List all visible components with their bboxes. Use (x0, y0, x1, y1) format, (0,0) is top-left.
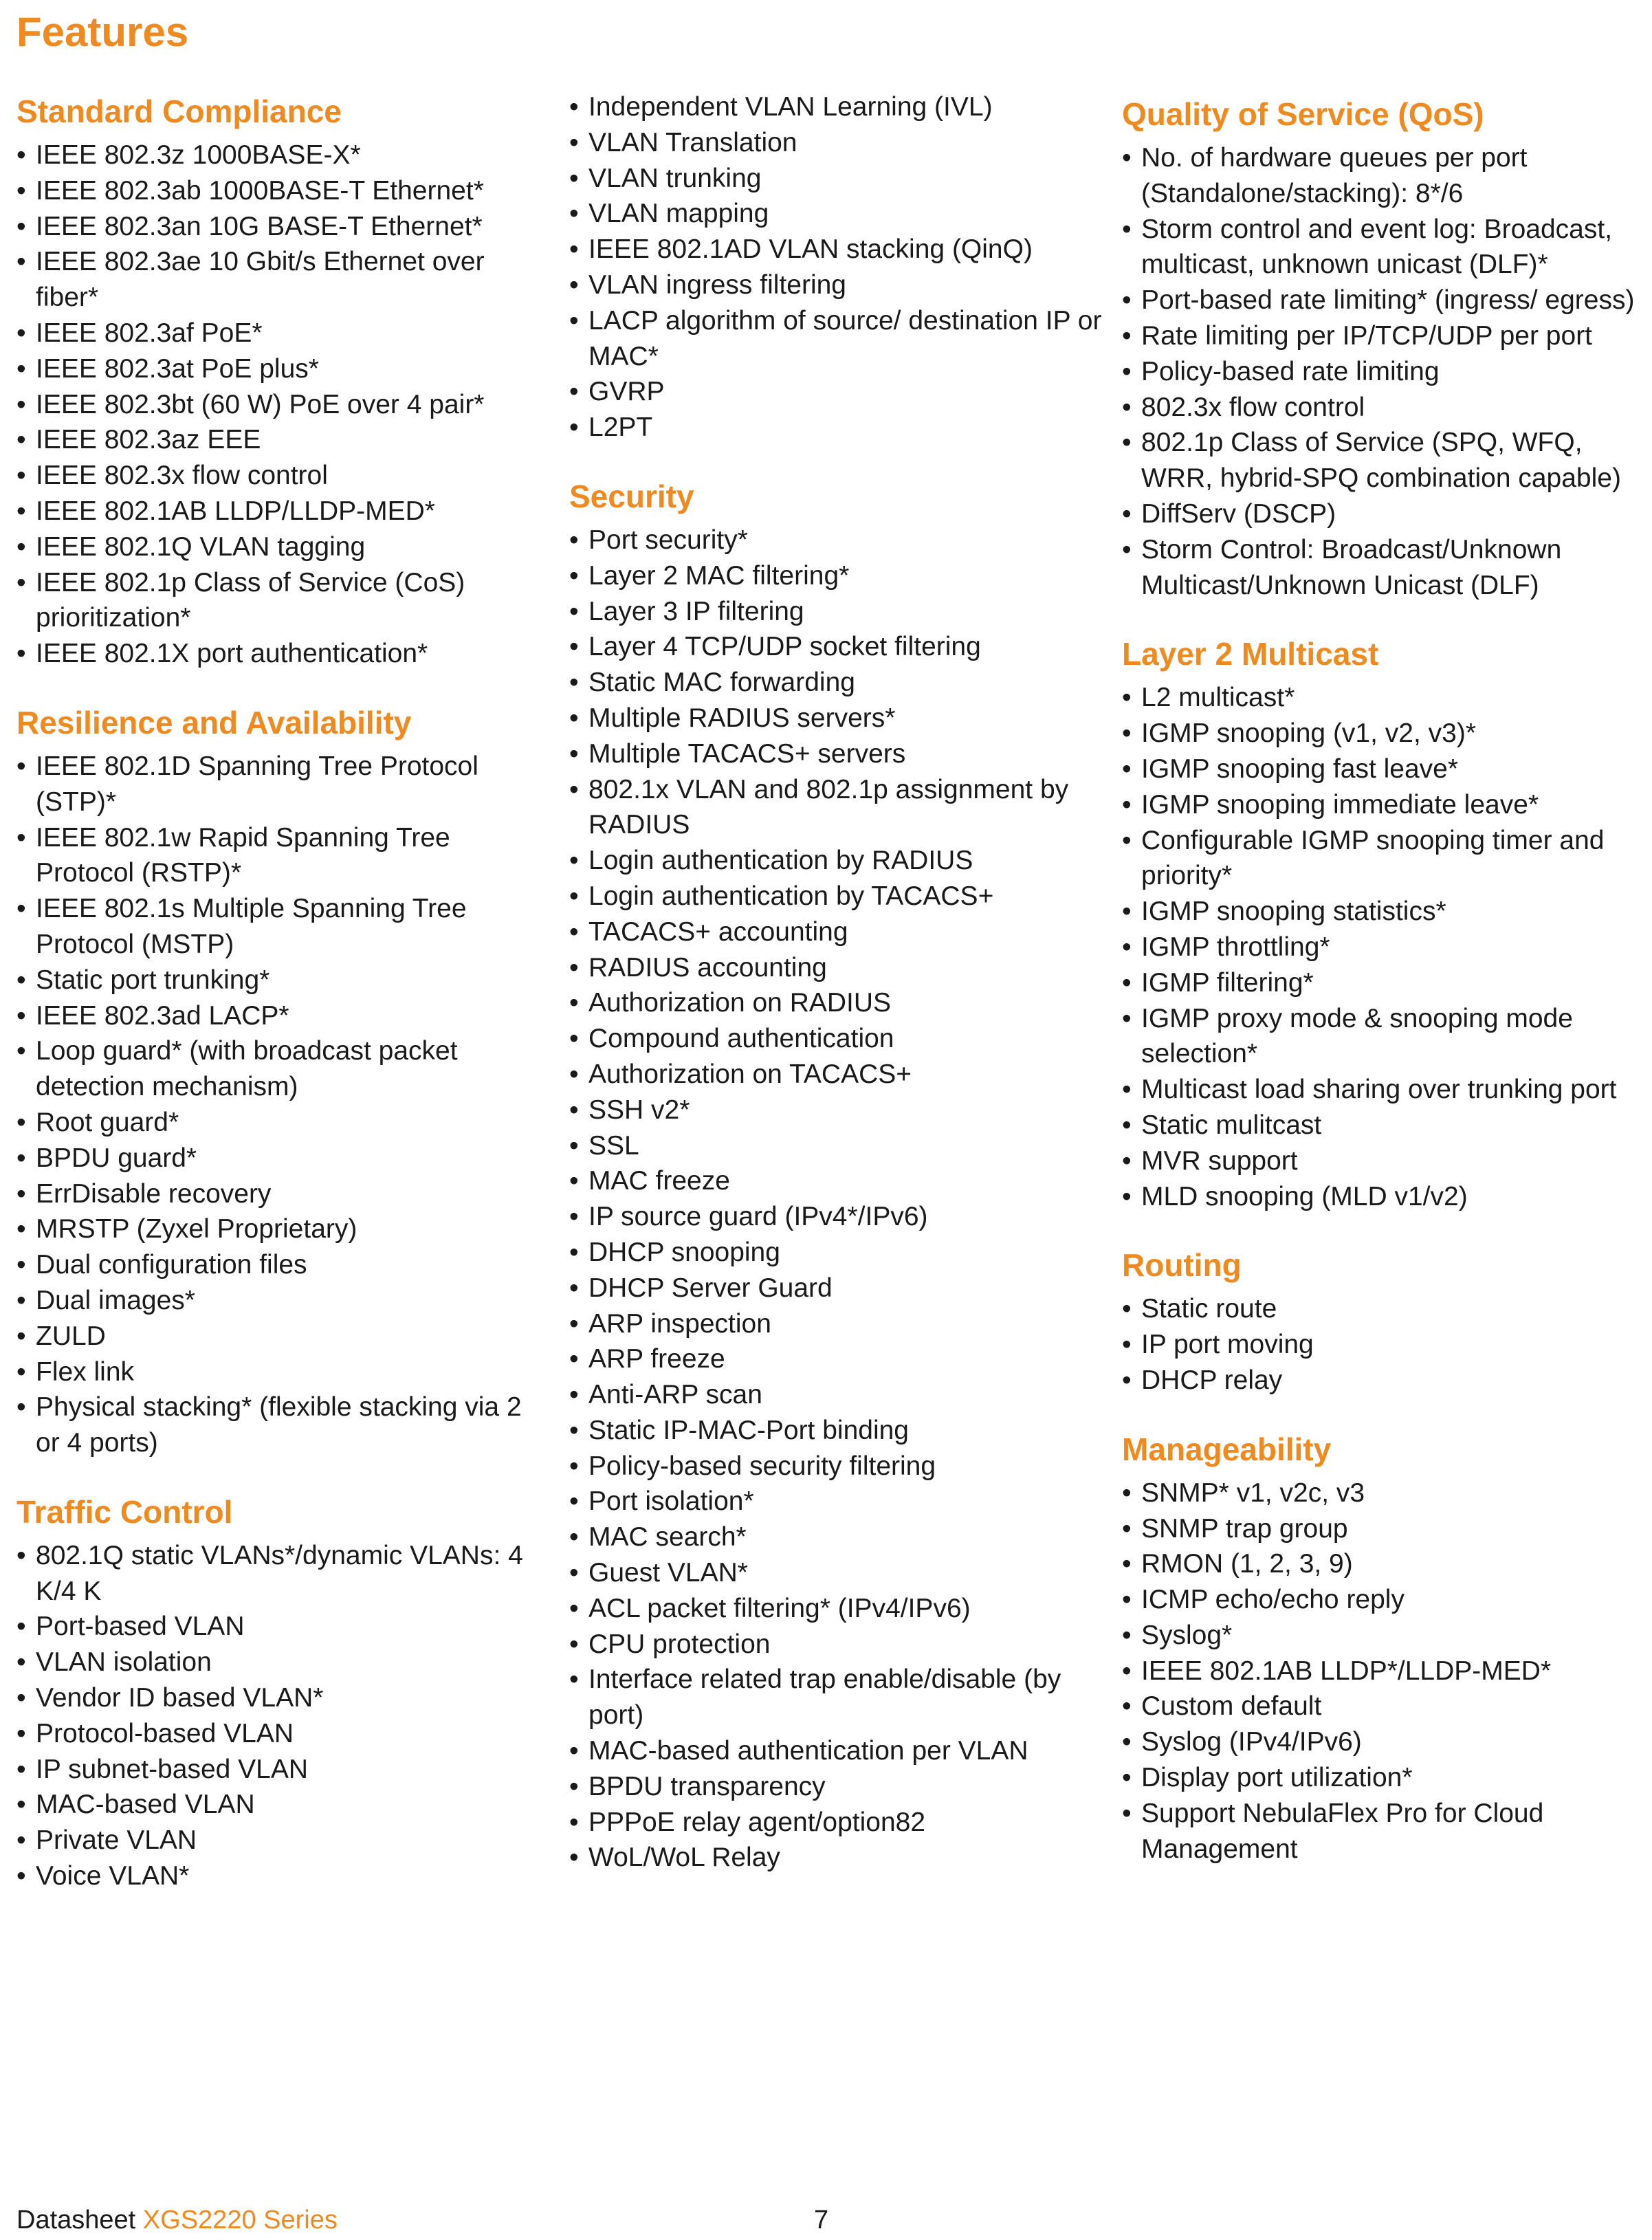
section-heading: Traffic Control (16, 1493, 233, 1530)
feature-item: • VLAN ingress filtering (569, 267, 1105, 303)
feature-item: • RADIUS accounting (569, 950, 1105, 986)
feature-list (1122, 1291, 1644, 1398)
feature-item: • ARP inspection (569, 1306, 1105, 1342)
feature-item: • MVR support (1122, 1143, 1644, 1179)
feature-item: • IEEE 802.3az EEE (16, 422, 539, 458)
feature-list (569, 89, 1105, 446)
feature-item: • IP source guard (IPv4*/IPv6) (569, 1199, 1105, 1235)
feature-item: • Multicast load sharing over trunking port (1122, 1072, 1644, 1108)
feature-list (16, 138, 539, 672)
feature-item: • Syslog* (1122, 1618, 1644, 1654)
feature-item: • Loop guard* (with broadcast packet detection mechanism) (16, 1033, 539, 1105)
feature-item: • SSH v2* (569, 1092, 1105, 1128)
feature-item: • 802.1Q static VLANs*/dynamic VLANs: 4 K/4 K (16, 1538, 539, 1610)
section-heading: Manageability (1122, 1431, 1332, 1467)
feature-item: • IEEE 802.3z 1000BASE-X* (16, 138, 539, 173)
feature-item: • VLAN mapping (569, 196, 1105, 232)
feature-item: • WoL/WoL Relay (569, 1840, 1105, 1876)
page-number: 7 (814, 2206, 829, 2234)
feature-item: • ARP freeze (569, 1341, 1105, 1377)
feature-item: • Guest VLAN* (569, 1555, 1105, 1591)
feature-item: • IP subnet-based VLAN (16, 1752, 539, 1788)
feature-item: • ErrDisable recovery (16, 1176, 539, 1212)
feature-section (1122, 1244, 1644, 1398)
feature-item: • Multiple RADIUS servers* (569, 701, 1105, 736)
section-heading: Resilience and Availability (16, 704, 412, 740)
feature-item: • Physical stacking* (flexible stacking via 2 or 4 ports) (16, 1390, 539, 1461)
feature-item: • LACP algorithm of source/ destination IP or MAC* (569, 303, 1105, 375)
feature-item: • GVRP (569, 374, 1105, 410)
section-heading: Security (569, 478, 694, 514)
feature-item: • Port isolation* (569, 1484, 1105, 1519)
feature-item: • IEEE 802.3an 10G BASE-T Ethernet* (16, 209, 539, 245)
feature-item: • BPDU guard* (16, 1141, 539, 1176)
feature-item: • Private VLAN (16, 1823, 539, 1858)
feature-item: • IEEE 802.1p Class of Service (CoS) prioritization* (16, 565, 539, 637)
feature-item: • Storm control and event log: Broadcast, multicast, unknown unicast (DLF)* (1122, 212, 1644, 283)
feature-item: • MLD snooping (MLD v1/v2) (1122, 1179, 1644, 1215)
feature-item: • DHCP relay (1122, 1363, 1644, 1398)
feature-item: • Port-based VLAN (16, 1609, 539, 1645)
feature-item: • IEEE 802.3af PoE* (16, 316, 539, 351)
feature-section (16, 1491, 539, 1894)
feature-item: • 802.3x flow control (1122, 390, 1644, 426)
footer-doc-label: Datasheet (16, 2206, 136, 2234)
feature-item: • MAC search* (569, 1519, 1105, 1555)
feature-item: • Static mulitcast (1122, 1108, 1644, 1143)
feature-item: • Anti-ARP scan (569, 1377, 1105, 1413)
feature-section (569, 89, 1105, 446)
feature-list (569, 523, 1105, 1876)
feature-item: • IEEE 802.3x flow control (16, 458, 539, 494)
page-title: Features (16, 9, 189, 55)
feature-item: • VLAN Translation (569, 125, 1105, 161)
feature-item: • TACACS+ accounting (569, 914, 1105, 950)
feature-item: • MAC-based VLAN (16, 1787, 539, 1823)
feature-item: • Syslog (IPv4/IPv6) (1122, 1724, 1644, 1760)
feature-item: • Independent VLAN Learning (IVL) (569, 89, 1105, 125)
feature-item: • IEEE 802.3ad LACP* (16, 998, 539, 1034)
feature-item: • IEEE 802.3bt (60 W) PoE over 4 pair* (16, 387, 539, 423)
feature-item: • Layer 2 MAC filtering* (569, 558, 1105, 594)
feature-item: • RMON (1, 2, 3, 9) (1122, 1546, 1644, 1582)
feature-list (16, 1538, 539, 1894)
feature-item: • Rate limiting per IP/TCP/UDP per port (1122, 318, 1644, 354)
feature-item: • IGMP proxy mode & snooping mode selection* (1122, 1001, 1644, 1073)
feature-item: • Port security* (569, 523, 1105, 558)
feature-item: • Port-based rate limiting* (ingress/ egress) (1122, 283, 1644, 318)
feature-item: • Static route (1122, 1291, 1644, 1327)
column-3 (1122, 94, 1644, 1897)
feature-list (1122, 140, 1644, 603)
feature-item: • Authorization on RADIUS (569, 985, 1105, 1021)
feature-item: • Policy-based security filtering (569, 1449, 1105, 1484)
footer-series: XGS2220 Series (142, 2206, 338, 2234)
feature-item: • Voice VLAN* (16, 1858, 539, 1894)
footer (16, 2204, 338, 2236)
section-heading: Layer 2 Multicast (1122, 636, 1379, 672)
feature-item: • MAC freeze (569, 1163, 1105, 1199)
feature-item: • ZULD (16, 1319, 539, 1354)
feature-item: • 802.1p Class of Service (SPQ, WFQ, WRR, hybrid-SPQ combination capable) (1122, 425, 1644, 496)
feature-section (16, 702, 539, 1461)
feature-item: • MAC-based authentication per VLAN (569, 1733, 1105, 1769)
feature-item: • SNMP* v1, v2c, v3 (1122, 1475, 1644, 1511)
feature-item: • Layer 3 IP filtering (569, 594, 1105, 630)
feature-item: • IEEE 802.1AD VLAN stacking (QinQ) (569, 232, 1105, 267)
feature-item: • DHCP snooping (569, 1235, 1105, 1271)
feature-item: • IEEE 802.1AB LLDP/LLDP-MED* (16, 494, 539, 529)
column-1 (16, 91, 539, 1924)
feature-item: • Static port trunking* (16, 963, 539, 998)
feature-item: • ICMP echo/echo reply (1122, 1582, 1644, 1618)
feature-item: • VLAN isolation (16, 1645, 539, 1680)
feature-item: • SNMP trap group (1122, 1511, 1644, 1547)
feature-item: • VLAN trunking (569, 161, 1105, 197)
feature-item: • IEEE 802.1Q VLAN tagging (16, 529, 539, 565)
feature-item: • Root guard* (16, 1105, 539, 1141)
feature-item: • IGMP snooping fast leave* (1122, 751, 1644, 787)
feature-item: • Flex link (16, 1354, 539, 1390)
feature-item: • Authorization on TACACS+ (569, 1057, 1105, 1092)
feature-item: • IEEE 802.1D Spanning Tree Protocol (STP)* (16, 749, 539, 820)
feature-item: • Static MAC forwarding (569, 665, 1105, 701)
feature-section (569, 476, 1105, 1876)
section-heading: Standard Compliance (16, 94, 342, 129)
feature-item: • Login authentication by RADIUS (569, 843, 1105, 879)
feature-item: • Dual images* (16, 1283, 539, 1319)
feature-item: • IEEE 802.1w Rapid Spanning Tree Protocol (RSTP)* (16, 820, 539, 892)
feature-item: • IEEE 802.1X port authentication* (16, 636, 539, 672)
feature-item: • Configurable IGMP snooping timer and priority* (1122, 823, 1644, 894)
feature-item: • Interface related trap enable/disable (by port) (569, 1662, 1105, 1733)
feature-item: • Layer 4 TCP/UDP socket filtering (569, 629, 1105, 665)
feature-list (1122, 1475, 1644, 1867)
feature-item: • 802.1x VLAN and 802.1p assignment by RADIUS (569, 772, 1105, 844)
feature-item: • CPU protection (569, 1627, 1105, 1662)
feature-item: • BPDU transparency (569, 1769, 1105, 1805)
feature-section (16, 91, 539, 672)
column-2 (569, 89, 1105, 1906)
feature-item: • IGMP filtering* (1122, 965, 1644, 1001)
feature-item: • Static IP-MAC-Port binding (569, 1413, 1105, 1449)
feature-item: • IEEE 802.3ae 10 Gbit/s Ethernet over fiber* (16, 244, 539, 316)
feature-section (1122, 94, 1644, 603)
feature-item: • Support NebulaFlex Pro for Cloud Management (1122, 1796, 1644, 1867)
feature-item: • Policy-based rate limiting (1122, 354, 1644, 390)
feature-item: • Protocol-based VLAN (16, 1716, 539, 1752)
feature-item: • MRSTP (Zyxel Proprietary) (16, 1211, 539, 1247)
section-heading: Quality of Service (QoS) (1122, 96, 1484, 132)
feature-item: • ACL packet filtering* (IPv4/IPv6) (569, 1591, 1105, 1627)
feature-item: • Storm Control: Broadcast/Unknown Multicast/Unknown Unicast (DLF) (1122, 532, 1644, 604)
feature-item: • IGMP snooping immediate leave* (1122, 787, 1644, 823)
feature-item: • IGMP snooping statistics* (1122, 894, 1644, 930)
feature-item: • Login authentication by TACACS+ (569, 879, 1105, 914)
feature-item: • L2PT (569, 410, 1105, 446)
feature-item: • DHCP Server Guard (569, 1271, 1105, 1306)
feature-item: • DiffServ (DSCP) (1122, 496, 1644, 532)
feature-list (1122, 680, 1644, 1214)
feature-item: • Vendor ID based VLAN* (16, 1680, 539, 1716)
feature-item: • Compound authentication (569, 1021, 1105, 1057)
feature-item: • IGMP snooping (v1, v2, v3)* (1122, 716, 1644, 751)
feature-item: • IEEE 802.1AB LLDP*/LLDP-MED* (1122, 1654, 1644, 1689)
feature-item: • IP port moving (1122, 1327, 1644, 1363)
feature-section (1122, 1429, 1644, 1867)
feature-item: • No. of hardware queues per port (Standalone/stacking): 8*/6 (1122, 140, 1644, 212)
feature-item: • L2 multicast* (1122, 680, 1644, 716)
feature-item: • SSL (569, 1128, 1105, 1164)
feature-item: • Dual configuration files (16, 1247, 539, 1283)
feature-item: • Custom default (1122, 1689, 1644, 1724)
feature-item: • Multiple TACACS+ servers (569, 736, 1105, 772)
feature-item: • Display port utilization* (1122, 1760, 1644, 1796)
feature-item: • IEEE 802.3ab 1000BASE-T Ethernet* (16, 173, 539, 209)
feature-item: • IEEE 802.1s Multiple Spanning Tree Protocol (MSTP) (16, 891, 539, 963)
feature-item: • PPPoE relay agent/option82 (569, 1805, 1105, 1841)
feature-list (16, 749, 539, 1461)
section-heading: Routing (1122, 1247, 1242, 1284)
feature-item: • IEEE 802.3at PoE plus* (16, 351, 539, 387)
feature-item: • IGMP throttling* (1122, 930, 1644, 965)
feature-section (1122, 633, 1644, 1214)
